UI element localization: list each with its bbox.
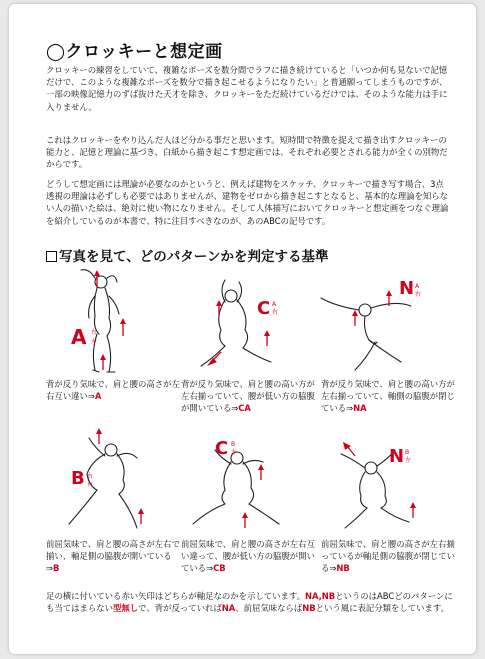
bottom-note: 足の横に付いている赤い矢印はどちらが軸足なのかを示しています。NA,NBというのはABCどのパターンにも当てはまらない型無しで、背が反っていればNA、前屈気味ならばNBという風に表記分類をしています。 [46, 591, 453, 614]
svg-text:右: 右 [87, 473, 94, 480]
svg-text:B: B [405, 449, 410, 456]
figure-na [315, 266, 445, 376]
pose-illustration-ca [175, 266, 305, 376]
svg-text:左: 左 [405, 457, 412, 464]
svg-text:A: A [272, 301, 277, 308]
fig-b-letter: B [71, 468, 85, 489]
caption-a: 背が反り気味で、肩と腰の高さが左右互い違い⇒A [46, 379, 180, 401]
svg-text:左: 左 [91, 339, 98, 346]
caption-nb: 前屈気味で、肩と腰の高さが左右揃っているが軸足側の脇腹が閉じている⇒NB [321, 539, 455, 573]
pose-illustration-b [39, 428, 169, 538]
section-heading-text: 写真を見て、どのパターンかを判定する基準 [59, 249, 329, 265]
svg-text:右: 右 [272, 309, 279, 316]
caption-cb: 前屈気味で、肩と腰の高さが左右互い違って、腰が低い方の脇腹が開いている⇒CB [181, 539, 315, 573]
page-title: ◯クロッキーと想定画 [46, 42, 223, 62]
svg-text:右: 右 [91, 329, 98, 336]
pose-illustration-na [315, 266, 445, 376]
figure-ca [175, 266, 305, 376]
section-heading [46, 245, 328, 265]
pose-illustration-a [39, 266, 169, 376]
document-page [9, 4, 476, 654]
pose-illustration-cb [175, 428, 305, 538]
figure-a [39, 266, 169, 376]
fig-na-letter: N [399, 278, 415, 299]
fig-ca-letter: C [257, 298, 271, 319]
paragraph-1: クロッキーの練習をしていて、複雑なポーズを数分間でラフに描き続けていると「いつか何も見ないで記憶だけで、このような複雑なポーズを数分で描き起こせるようになりたい」と普通願ってしまうものですが、一部の映像記憶力のずば抜けた天才を除き、クロッキーをただ続けているだけでは、そのような能力は手に入りません。 [46, 65, 448, 112]
caption-b: 前屈気味で、肩と腰の高さが左右で揃い、軸足側の脇腹が開いている⇒B [46, 539, 180, 573]
pose-illustration-nb [315, 428, 445, 538]
square-icon [46, 251, 57, 262]
paragraph-2: これはクロッキーをやり込んだ人ほど分かる事だと思います。短時間で特徴を捉えて描き出すクロッキーの能力と、記憶と理論に基づき、白紙から描き起こす想定画では、それぞれ必要とされる能力が全くの別物だからです。 [46, 135, 448, 170]
svg-text:左: 左 [231, 449, 238, 456]
svg-text:右: 右 [87, 481, 94, 488]
caption-na: 背が反り気味で、肩と腰の高い方が左右揃っていて、軸側の脇腹が閉じている⇒NA [321, 379, 455, 413]
paragraph-3: どうして想定画には理論が必要なのかというと、例えば建物をスケッチ、クロッキーで描き写す場合、3点透視の理論は必ずしも必要ではありませんが、建物をゼロから描き起こすとなると、基本的な理論を知らない人の描いた絵は、絶対に使い物になりません。そして人体描写においてクロッキーと想定画をつなぐ理論を紹介しているのが本書で、特に注目すべきなのが、あのABCの記号です。 [46, 179, 449, 226]
figure-nb [315, 428, 445, 538]
svg-text:A: A [415, 283, 420, 290]
svg-text:右: 右 [415, 291, 422, 298]
svg-text:B: B [231, 441, 236, 448]
fig-a-letter: A [71, 325, 87, 349]
figure-cb [175, 428, 305, 538]
fig-cb-letter: C [215, 438, 229, 459]
caption-ca: 背が反り気味で、肩と腰の高い方が左右揃っていて、腰が低い方の脇腹が開いている⇒CA [181, 379, 315, 413]
figure-b [39, 428, 169, 538]
fig-nb-letter: N [389, 446, 405, 467]
